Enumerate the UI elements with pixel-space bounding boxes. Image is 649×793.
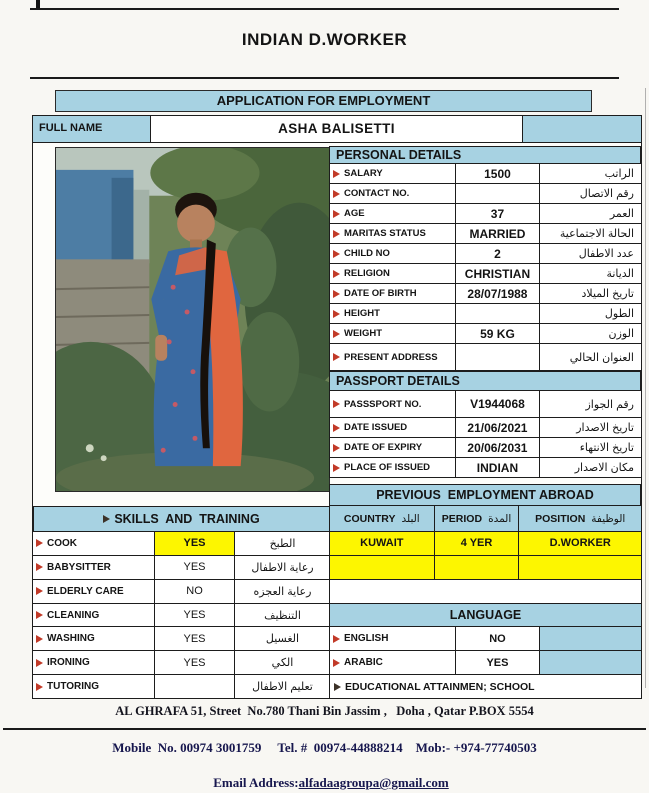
skill-label: IRONING (47, 657, 90, 669)
field-label: DATE ISSUED (344, 422, 408, 433)
skill-label-arabic: الطبخ (269, 537, 296, 550)
employment-language-stack (329, 532, 641, 698)
column-header-country: COUNTRY البلد (330, 506, 435, 531)
field-label-arabic: الوزن (608, 328, 634, 340)
applicant-photo (55, 147, 330, 492)
table-row (329, 438, 641, 458)
field-value: 1500 (456, 164, 541, 183)
language-value: YES (456, 651, 541, 674)
field-label-arabic: العنوان الحالي (569, 351, 634, 364)
field-label: SALARY (344, 168, 383, 179)
skill-value: YES (155, 651, 235, 674)
row-arrow-icon (333, 250, 340, 258)
table-row (329, 204, 641, 224)
field-label-arabic: الراتب (604, 168, 634, 180)
field-label: CHILD NO (344, 248, 390, 259)
table-row (329, 458, 641, 478)
row-arrow-icon (36, 563, 43, 571)
field-value: MARRIED (456, 224, 541, 243)
row-arrow-icon (333, 659, 340, 667)
full-name-value: ASHA BALISETTI (150, 116, 523, 142)
row-arrow-icon (333, 330, 340, 338)
field-label-arabic: الطول (604, 308, 634, 320)
table-row (329, 418, 641, 438)
office-address: AL GHRAFA 51, Street No.780 Thani Bin Jassim , Doha , Qatar P.BOX 5554 (115, 704, 534, 718)
table-row (329, 264, 641, 284)
skill-label: CLEANING (47, 609, 100, 621)
skills-table (33, 532, 330, 698)
skill-value: YES (155, 627, 235, 650)
employment-period: 4 YER (435, 532, 520, 555)
field-label-arabic: رقم الجواز (585, 398, 634, 411)
skill-value: NO (155, 580, 235, 603)
row-arrow-icon (333, 353, 340, 361)
table-row (329, 164, 641, 184)
field-label-arabic: تاريخ الاصدار (576, 422, 634, 434)
field-label: PASSSPORT NO. (344, 398, 422, 410)
row-arrow-icon (36, 587, 43, 595)
skill-row (33, 651, 330, 675)
table-row (329, 284, 641, 304)
field-label-arabic: الديانة (606, 268, 634, 280)
row-arrow-icon (36, 635, 43, 643)
document-title: INDIAN D.WORKER (241, 30, 408, 49)
skill-row (33, 580, 330, 604)
field-value: 59 KG (456, 324, 541, 343)
table-row (329, 304, 641, 324)
field-label: CONTACT NO. (344, 188, 410, 199)
row-arrow-icon (334, 683, 341, 691)
skill-row (33, 604, 330, 628)
employment-period (435, 556, 520, 579)
language-label: ARABIC (344, 657, 383, 669)
employment-country: KUWAIT (330, 532, 435, 555)
language-row (329, 627, 641, 651)
row-arrow-icon (36, 659, 43, 667)
column-header-position: POSITION الوظيفة (519, 506, 641, 531)
skill-label-arabic: رعاية العجزه (253, 585, 312, 598)
skills-header (33, 506, 330, 532)
field-value (456, 184, 541, 203)
education-label: EDUCATIONAL ATTAINMEN; SCHOOL (345, 680, 535, 693)
field-label: PLACE OF ISSUED (344, 462, 431, 473)
row-arrow-icon (333, 400, 340, 408)
row-arrow-icon (333, 464, 340, 472)
row-arrow-icon (333, 290, 340, 298)
skill-label-arabic: الغسيل (265, 633, 300, 646)
row-arrow-icon (333, 310, 340, 318)
full-name-label: FULL NAME (33, 116, 150, 142)
table-row (329, 344, 641, 371)
skill-value: YES (155, 604, 235, 627)
email-address: alfadaagroupa@gmail.com (298, 775, 449, 790)
skill-label: ELDERLY CARE (47, 585, 124, 597)
field-value: 2 (456, 244, 541, 263)
full-name-row (33, 116, 641, 143)
row-arrow-icon (333, 170, 340, 178)
field-value: 28/07/1988 (456, 284, 541, 303)
skill-row (33, 556, 330, 580)
language-header: LANGUAGE (329, 604, 641, 628)
field-label-arabic: تاريخ الانتهاء (579, 442, 634, 454)
education-row (329, 675, 641, 698)
field-value (456, 344, 541, 370)
field-label-arabic: العمر (609, 208, 634, 220)
field-label: AGE (344, 208, 365, 219)
empty-row (329, 580, 641, 604)
skill-label: TUTORING (47, 681, 100, 693)
row-arrow-icon (333, 230, 340, 238)
row-arrow-icon (333, 190, 340, 198)
row-arrow-icon (333, 635, 340, 643)
field-label-arabic: مكان الاصدار (574, 462, 634, 474)
column-header-period: PERIOD المدة (435, 506, 520, 531)
language-filler (540, 651, 641, 674)
row-arrow-icon (36, 539, 43, 547)
table-row (329, 244, 641, 264)
skill-value: YES (155, 532, 235, 555)
skill-label-arabic: تعليم الاطفال (252, 681, 313, 694)
row-arrow-icon (333, 210, 340, 218)
row-arrow-icon (36, 611, 43, 619)
email-label: Email Address: (213, 775, 299, 790)
previous-employment-header: PREVIOUS EMPLOYMENT ABROAD (329, 484, 641, 506)
table-row (329, 224, 641, 244)
field-label: RELIGION (344, 268, 390, 279)
full-name-filler (523, 116, 641, 142)
table-row (329, 184, 641, 204)
field-label-arabic: رقم الاتصال (579, 188, 634, 200)
skill-value (155, 675, 235, 698)
table-row (329, 324, 641, 344)
field-label: HEIGHT (344, 308, 380, 319)
field-value: 37 (456, 204, 541, 223)
field-value: INDIAN (456, 458, 541, 477)
contact-numbers: Mobile No. 00974 3001759 Tel. # 00974-44888214 Mob:- +974-77740503 (112, 740, 537, 755)
skill-label-arabic: التنظيف (264, 609, 301, 622)
field-value: 21/06/2021 (456, 418, 541, 437)
field-label: MARITAS STATUS (344, 228, 426, 239)
application-header: APPLICATION FOR EMPLOYMENT (55, 90, 592, 112)
table-row (329, 391, 641, 418)
employment-row (329, 556, 641, 580)
divider (3, 728, 646, 730)
employment-country (330, 556, 435, 579)
row-arrow-icon (36, 683, 43, 691)
divider (30, 77, 619, 79)
passport-details-header: PASSPORT DETAILS (329, 371, 641, 391)
skill-row (33, 627, 330, 651)
skill-label-arabic: رعاية الاطفال (251, 561, 314, 574)
skill-label: WASHING (47, 633, 95, 645)
skill-row (33, 532, 330, 556)
personal-details-header: PERSONAL DETAILS (329, 146, 641, 164)
employment-row (329, 532, 641, 556)
skill-row (33, 675, 330, 698)
language-label: ENGLISH (344, 633, 389, 645)
row-arrow-icon (333, 444, 340, 452)
field-label-arabic: تاريخ الميلاد (581, 288, 634, 300)
row-arrow-icon (333, 270, 340, 278)
skill-label-arabic: الكي (271, 657, 294, 670)
field-label: WEIGHT (344, 328, 382, 339)
language-value: NO (456, 627, 541, 650)
email-line (0, 759, 649, 793)
field-value (456, 304, 541, 323)
passport-details-table (329, 391, 641, 478)
previous-employment-columns (329, 506, 641, 532)
field-value: 20/06/2031 (456, 438, 541, 457)
personal-details-table (329, 164, 641, 371)
divider (30, 8, 619, 10)
field-label-arabic: الحالة الاجتماعية (559, 228, 634, 240)
language-row (329, 651, 641, 675)
form-body (32, 115, 642, 699)
field-value: V1944068 (456, 391, 541, 417)
skill-label: BABYSITTER (47, 561, 111, 573)
employment-position (519, 556, 641, 579)
field-label: DATE OF BIRTH (344, 288, 417, 299)
language-filler (540, 627, 641, 650)
skill-label: COOK (47, 537, 77, 549)
field-label: PRESENT ADDRESS (344, 351, 438, 363)
scan-artifact (645, 88, 646, 688)
field-value: CHRISTIAN (456, 264, 541, 283)
employment-position: D.WORKER (519, 532, 641, 555)
field-label-arabic: عدد الاطفال (578, 248, 634, 260)
row-arrow-icon (333, 424, 340, 432)
skill-value: YES (155, 556, 235, 579)
skills-header-label: SKILLS AND TRAINING (114, 512, 260, 526)
section-arrow-icon (103, 515, 110, 523)
field-label: DATE OF EXPIRY (344, 442, 423, 453)
